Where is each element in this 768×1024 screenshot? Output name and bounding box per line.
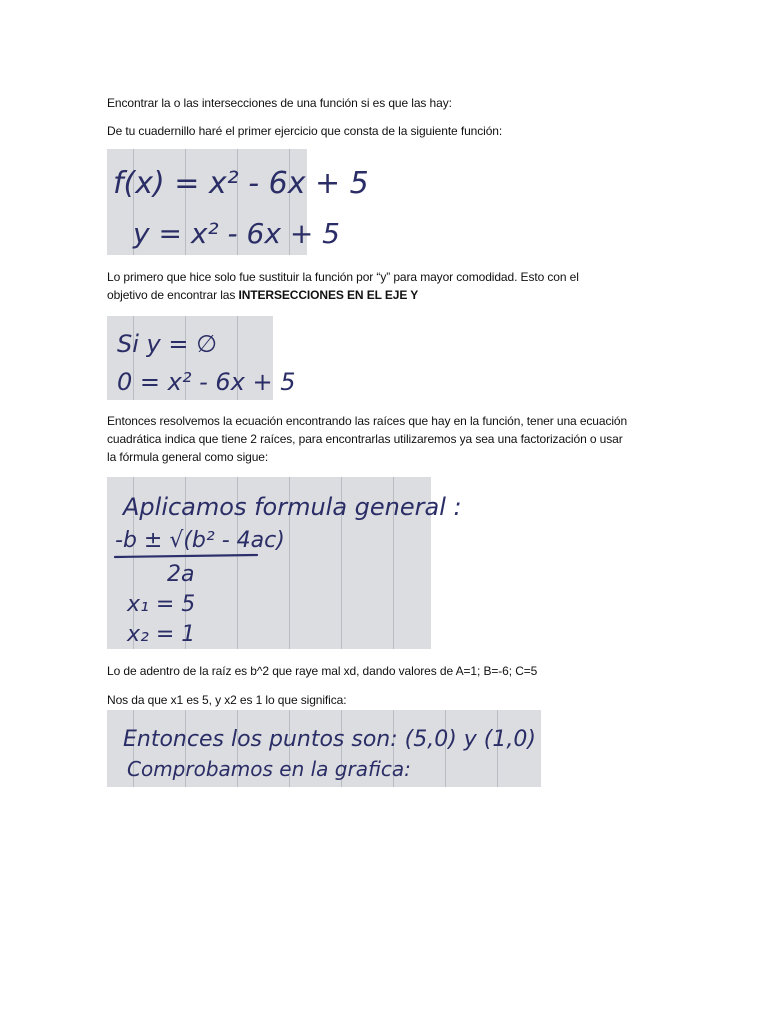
substitution-text-line2 [107,286,418,304]
intersections-y-axis-label: INTERSECCIONES EN EL EJE Y [238,288,419,302]
formula-numerator-text: -b ± √(b² - 4ac) [115,528,285,553]
x2-value-text: x₂ = 1 [127,622,196,647]
exercise-intro-text: De tu cuadernillo haré el primer ejercicio que consta de la siguiente función: [107,124,503,138]
y-equation-text: y = x² - 6x + 5 [133,217,340,250]
points-text: Entonces los puntos son: (5,0) y (1,0) [123,727,536,752]
check-graph-text: Comprobamos en la grafica: [127,757,411,781]
solve-text-line1: Entonces resolvemos la ecuación encontrando las raíces que hay en la función, tener una ecuación [107,414,628,428]
substitution-text-line1: Lo primero que hice solo fue sustituir la función por “y” para mayor comodidad. Esto con el [107,270,579,284]
formula-denominator-text: 2a [167,562,195,587]
aplicamos-formula-text: Aplicamos formula general : [123,493,462,521]
root-values-text: Lo de adentro de la raíz es b^2 que raye mal xd, dando valores de A=1; B=-6; C=5 [107,664,538,678]
fraction-bar-icon [115,555,257,557]
handwritten-points-photo [107,710,541,787]
solve-text-line3: la fórmula general como sigue: [107,450,269,464]
handwritten-general-formula-photo [107,477,462,649]
zero-equation-text: 0 = x² - 6x + 5 [117,368,296,396]
si-y-zero-text: Si y = ∅ [117,330,218,358]
roots-meaning-text: Nos da que x1 es 5, y x2 es 1 lo que significa: [107,693,347,707]
substitution-text-plain: objetivo de encontrar las [107,288,239,302]
handwritten-function-photo [107,149,369,255]
function-equation-text: f(x) = x² - 6x + 5 [113,166,369,201]
intro-text: Encontrar la o las intersecciones de una función si es que las hay: [107,96,452,110]
handwritten-substitution-photo [107,316,296,400]
x1-value-text: x₁ = 5 [127,592,196,617]
solve-text-line2: cuadrática indica que tiene 2 raíces, para encontrarlas utilizaremos ya sea una factorización o usar [107,432,623,446]
